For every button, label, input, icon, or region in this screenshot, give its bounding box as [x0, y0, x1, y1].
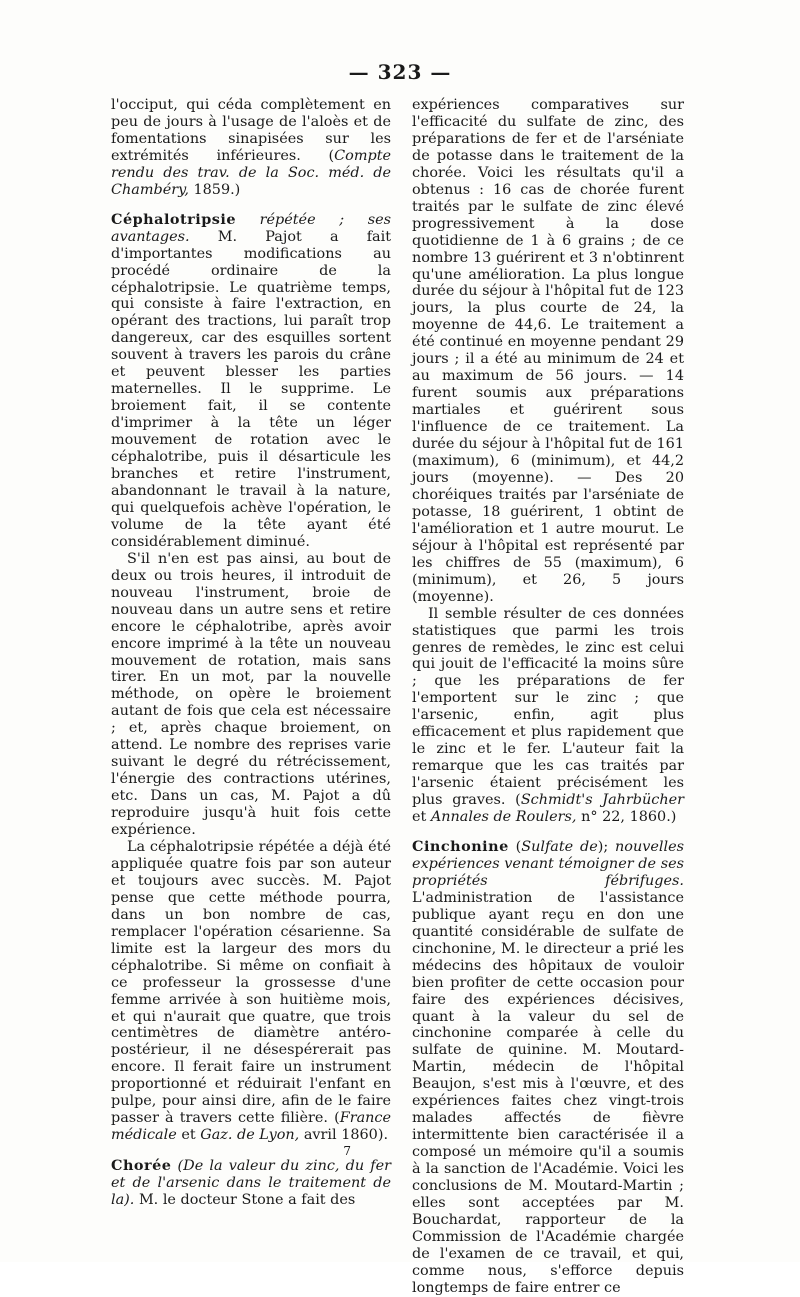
paragraph-occiput: l'occiput, qui céda complètement en peu de jours à l'usage de l'aloès et de fomentations sinapisées sur les extrémités inférieures. (Compte rendu des trav. de la Soc. méd. de Chambéry, 1859.): [111, 97, 391, 198]
citation: Annales de Roulers,: [430, 809, 577, 826]
article-heading: Chorée: [111, 1157, 172, 1175]
paragraph-resultats: expériences comparatives sur l'efficacité du sulfate de zinc, des préparations de fer et de l'arséniate de potasse dans le traitement de la chorée. Voici les résultats qu'il a obtenus : 16 cas de chorée furent traités par le sulfate de zinc élevé progressivement à la dose quotidienne de 1 à 6 grains ; de ce nombre 13 guérirent et 3 n'obtinrent qu'une amélioration. La plus longue durée du séjour à l'hôpital fut de 123 jours, la plus courte de 24, la moyenne de 44,6. Le traitement a été continué en moyenne pendant 29 jours ; il a été au minimum de 24 et au maximum de 56 jours. — 14 furent soumis aux préparations martiales et guérirent sous l'influence de ce traitement. La durée du séjour à l'hôpital fut de 161 (maximum), 6 (minimum), et 44,2 jours (moyenne). — Des 20 choréiques traités par l'arséniate de potasse, 18 guérirent, 1 obtint de l'amélioration et 1 autre mourut. Le séjour à l'hôpital est représenté par les chiffres de 55 (maximum), 6 (minimum), et 26, 5 jours (moyenne).: [412, 97, 684, 605]
page-number: — 323 —: [348, 60, 452, 84]
article-cinchonine: Cinchonine (Sulfate de); nouvelles expériences venant témoigner de ses propriétés fébrifuges. L'administration de l'assistance publique ayant reçu en don une quantité considérable de sulfate de cinchonine, M. le directeur a prié les médecins des hôpitaux de vouloir bien profiter de cette occasion pour faire des expériences décisives, quant à la valeur du sel de cinchonine comparée à celle du sulfate de quinine. M. Moutard-Martin, médecin de l'hôpital Beaujon, s'est mis à l'œuvre, et des expériences faites chez vingt-trois malades affectés de fièvre intermittente bien caractérisée il a composé un mémoire qu'il a soumis à la sanction de l'Académie. Voici les conclusions de M. Moutard-Martin ; elles sont acceptées par M. Bouchardat, rapporteur de la Commission de l'Académie chargée de l'examen de ce travail, et qui, comme nous, s'efforce depuis longtemps de faire entrer ce: [412, 837, 684, 1296]
paragraph-reprises: S'il n'en est pas ainsi, au bout de deux ou trois heures, il introduit de nouveau l'instrument, broie de nouveau dans un autre sens et retire encore le céphalotribe, après avoir encore imprimé à la tête un nouveau mouvement de rotation, mais sans tirer. En un mot, par la nouvelle méthode, on opère le broiement autant de fois que cela est nécessaire ; et, après chaque broiement, on attend. Le nombre des reprises varie suivant le degré du rétrécissement, l'énergie des contractions utérines, etc. Dans un cas, M. Pajot a dû reproduire jusqu'à huit fois cette expérience.: [111, 550, 391, 839]
article-subheading: (De la valeur du zinc, du fer et de l'arsenic dans le traitement de la).: [111, 1158, 391, 1209]
citation: Schmidt's Jahrbücher: [520, 792, 685, 809]
paragraph-succes: La céphalotripsie répétée a déjà été appliquée quatre fois par son auteur et toujours avec succès. M. Pajot pense que cette méthode pourra, dans un bon nombre de cas, remplacer l'opération césarienne. Sa limite est la largeur des mors du céphalotribe. Si même on confiait à ce professeur la grossesse d'une femme arrivée à son huitième mois, et qui n'aurait que quatre, que trois centimètres de diamètre antéro-postérieur, il ne désespérerait pas encore. Il ferait faire un instrument proportionné et réduirait l'enfant en pulpe, pour ainsi dire, afin de le faire passer à travers cette filière. (France médicale et Gaz. de Lyon, avril 1860).: [111, 838, 391, 1144]
article-cephalotripsie: Céphalotripsie répétée ; ses avantages. M. Pajot a fait d'importantes modifications au procédé ordinaire de la céphalotripsie. Le quatrième temps, qui consiste à faire l'extraction, en opérant des tractions, lui paraît trop dangereux, car des esquilles sortent souvent à travers les parois du crâne et peuvent blesser les parties maternelles. Il le supprime. Le broiement fait, il se contente d'imprimer à la tête un léger mouvement de rotation avec le céphalotribe, puis il désarticule les branches et retire l'instrument, abandonnant le travail à la nature, qui quelquefois achève l'opération, le volume de la tête ayant été considérablement diminué.: [111, 210, 391, 550]
printer-mark: 7: [343, 1144, 351, 1159]
article-choree: Chorée (De la valeur du zinc, du fer et de l'arsenic dans le traitement de la). M. le docteur Stone a fait des: [111, 1157, 391, 1209]
article-subheading: nouvelles expériences venant témoigner de ses propriétés fébrifuges.: [412, 838, 684, 889]
left-column: [111, 97, 391, 1227]
citation: Gaz. de Lyon,: [200, 1127, 300, 1144]
article-subheading: Sulfate de: [521, 838, 598, 855]
article-heading: Cinchonine: [412, 837, 509, 855]
citation: Compte rendu des trav. de la Soc. méd. de Chambéry,: [111, 147, 391, 198]
citation: France médicale: [111, 1110, 391, 1144]
article-heading: Céphalotripsie: [111, 210, 237, 228]
paragraph-conclusion: Il semble résulter de ces données statistiques que parmi les trois genres de remèdes, le zinc est celui qui jouit de l'efficacité la moins sûre ; que les préparations de fer l'emportent sur le zinc ; que l'arsenic, enfin, agit plus efficacement et plus rapidement que le zinc et le fer. L'auteur fait la remarque que les cas traités par l'arsenic étaient précisément les plus graves. (Schmidt's Jahrbücher et Annales de Roulers, n° 22, 1860.): [412, 605, 685, 826]
article-subheading: répétée ; ses avantages.: [111, 211, 391, 245]
right-column: [412, 97, 685, 1296]
